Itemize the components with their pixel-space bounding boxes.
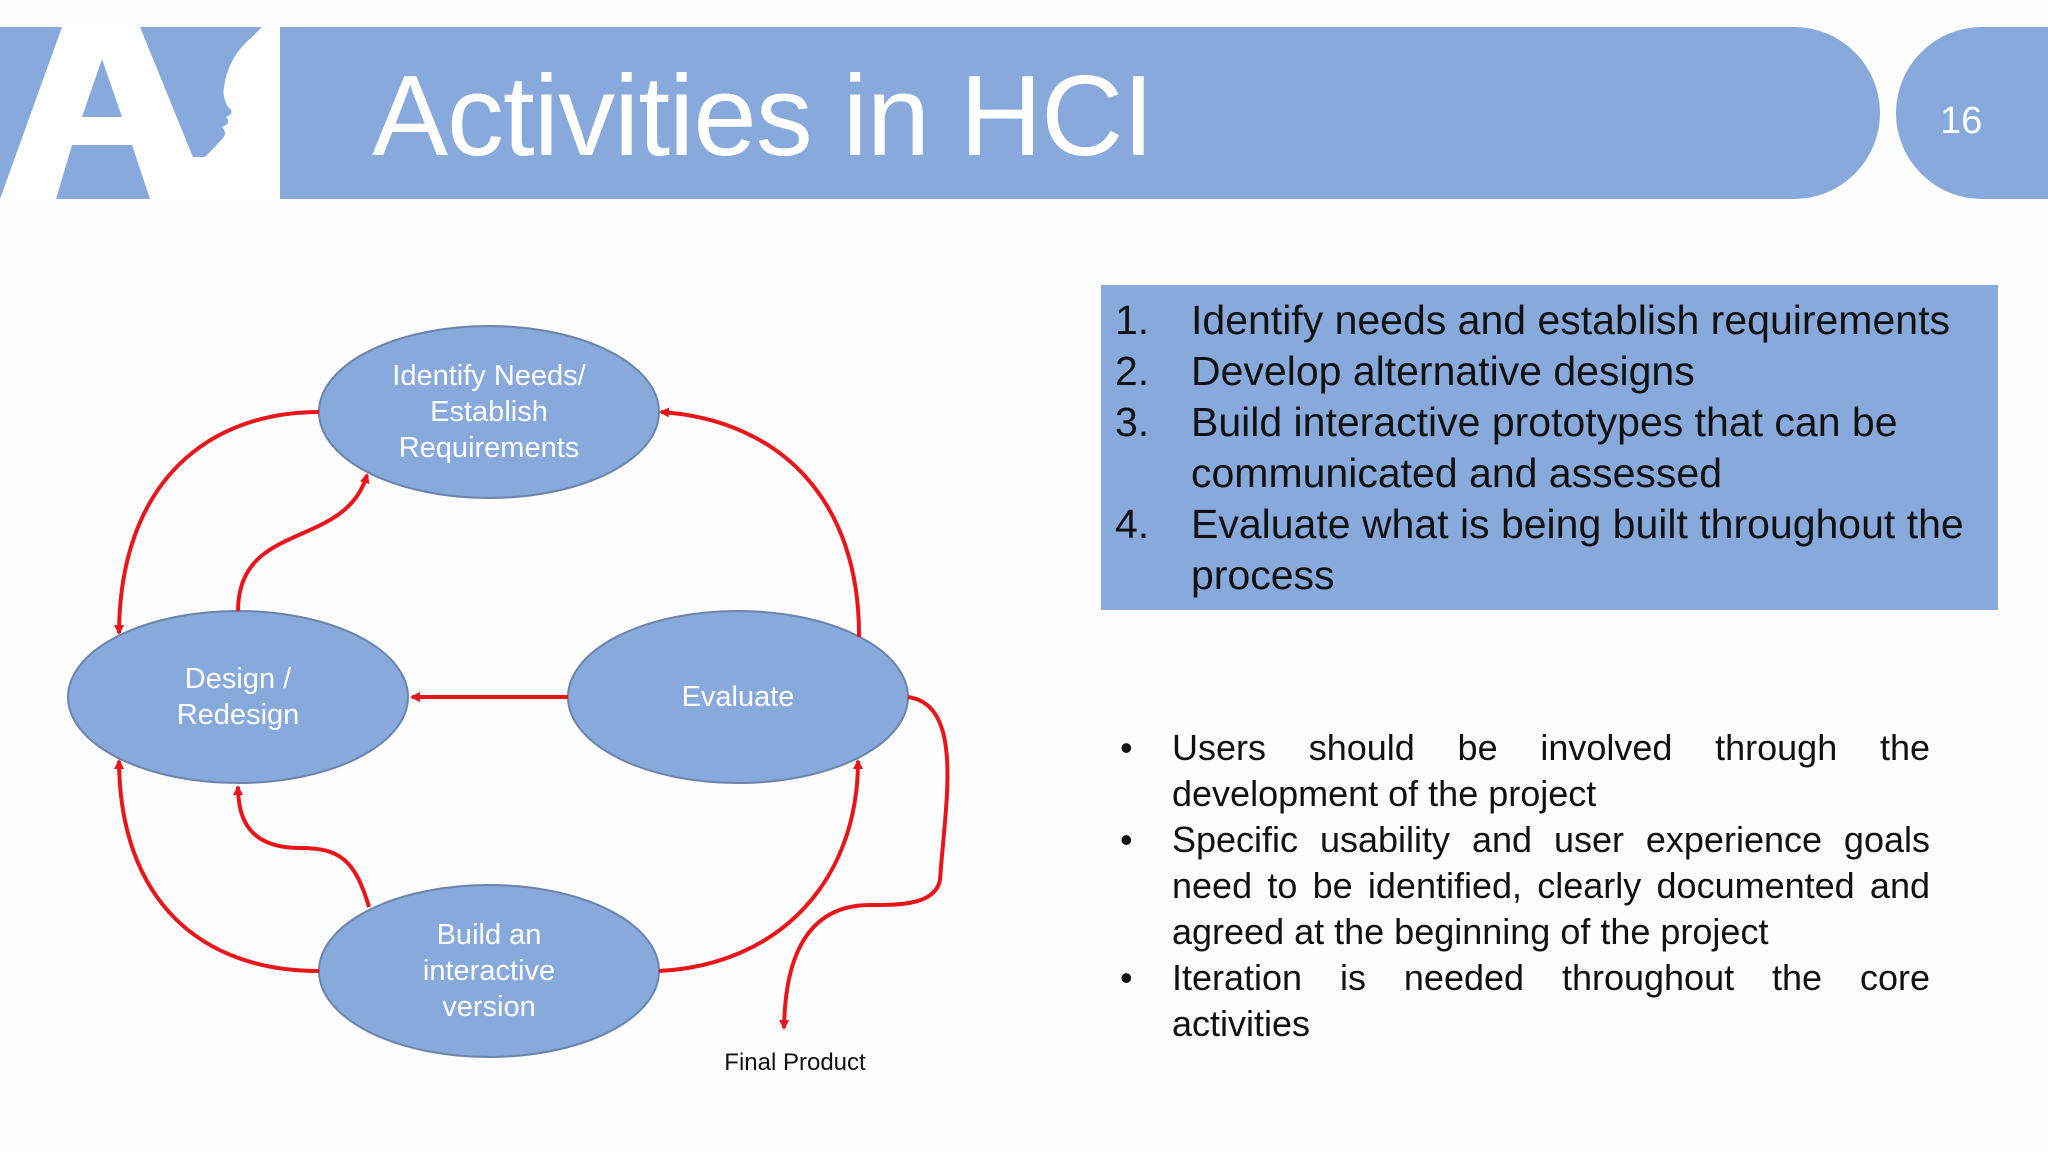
bullet-item bbox=[1120, 955, 1930, 1047]
step-number: 4. bbox=[1115, 501, 1150, 547]
node-label-build: Build an interactive version bbox=[422, 919, 556, 1023]
bullet-text: Users should be involved through the development of the project bbox=[1172, 727, 1930, 814]
bullet-dot-icon: • bbox=[1120, 727, 1133, 768]
node-label-evaluate: Evaluate bbox=[681, 681, 795, 713]
ai-logo bbox=[0, 27, 280, 199]
arrow-build-to-evaluate bbox=[659, 761, 858, 971]
arrow-build-inner-to-design bbox=[238, 787, 369, 907]
arrow-build-to-design bbox=[119, 761, 319, 971]
bullet-item bbox=[1120, 725, 1930, 817]
step-number: 2. bbox=[1115, 348, 1150, 394]
node-label-design: Design / Redesign bbox=[176, 663, 300, 731]
node-label-identify: Identify Needs/ Establish Requirements bbox=[392, 360, 586, 464]
step-text: Build interactive prototypes that can be communicated and assessed bbox=[1191, 399, 1898, 496]
step-item bbox=[1115, 397, 1984, 499]
bullet-dot-icon: • bbox=[1120, 819, 1133, 860]
bullet-item bbox=[1120, 817, 1930, 955]
slide-title: Activities in HCI bbox=[372, 53, 1154, 180]
bullet-text: Specific usability and user experience goals need to be identified, clearly documented and agreed at the beginning of the project bbox=[1172, 819, 1930, 952]
final-product-label: Final Product bbox=[724, 1049, 866, 1076]
step-item bbox=[1115, 346, 1984, 397]
page-number: 16 bbox=[1940, 100, 1983, 142]
logo-face-profile bbox=[205, 27, 280, 199]
step-item bbox=[1115, 499, 1984, 601]
notes-bullets bbox=[1120, 725, 1930, 1047]
steps-list bbox=[1115, 295, 1984, 601]
bullet-list bbox=[1120, 725, 1930, 1047]
arrow-identify-to-design bbox=[119, 412, 319, 633]
step-text: Identify needs and establish requirements bbox=[1191, 297, 1950, 343]
step-number: 3. bbox=[1115, 399, 1150, 445]
bullet-dot-icon: • bbox=[1120, 957, 1133, 998]
step-item bbox=[1115, 295, 1984, 346]
step-text: Develop alternative designs bbox=[1191, 348, 1695, 394]
arrow-design-to-identify bbox=[238, 475, 367, 611]
step-number: 1. bbox=[1115, 297, 1150, 343]
bullet-text: Iteration is needed throughout the core activities bbox=[1172, 957, 1930, 1044]
steps-box bbox=[1101, 285, 1998, 610]
step-text: Evaluate what is being built throughout the process bbox=[1191, 501, 1964, 598]
arrow-evaluate-to-identify bbox=[661, 412, 859, 637]
